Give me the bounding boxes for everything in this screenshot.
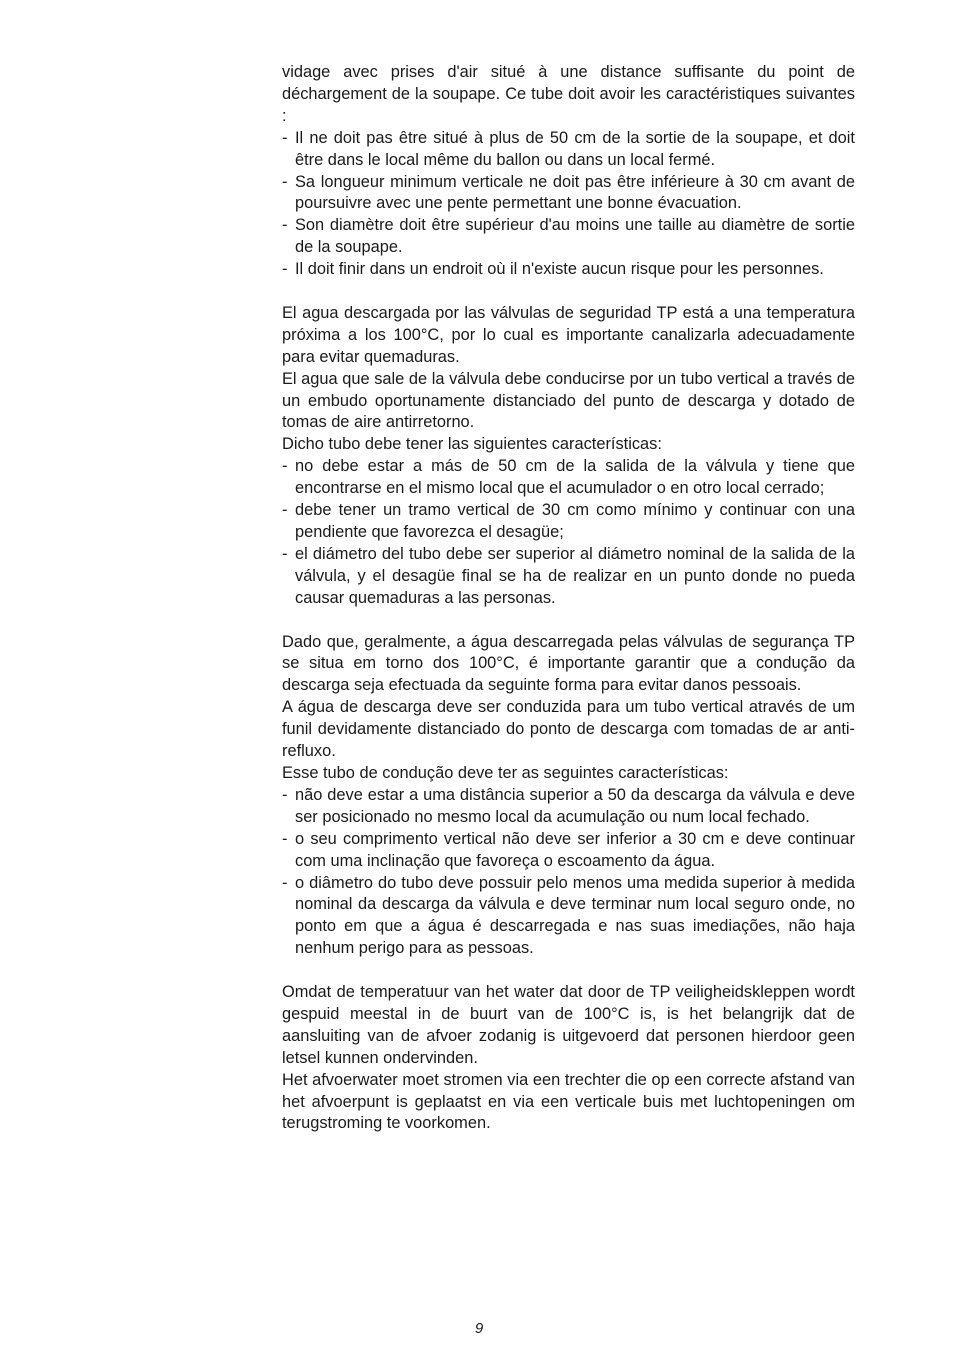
paragraph: Het afvoerwater moet stromen via een trechter die op een correcte afstand van het afvoerpunt is geplaatst en via een verticale buis met luchtopeningen om terugstroming te voorkomen.: [282, 1070, 855, 1133]
section-dutch: [282, 982, 855, 1135]
bullet-list: [282, 128, 855, 281]
paragraph: El agua que sale de la válvula debe conducirse por un tubo vertical a través de un embudo oportunamente distanciado del punto de descarga y dotado de tomas de aire antirretorno.: [282, 369, 855, 432]
list-item: - no debe estar a más de 50 cm de la salida de la válvula y tiene que encontrarse en el mismo local que el acumulador o en otro local cerrado;: [282, 457, 855, 498]
text-column: [282, 62, 855, 1135]
list-item: - o seu comprimento vertical não deve ser inferior a 30 cm e deve continuar com uma inclinação que favoreça o escoamento da água.: [282, 829, 855, 870]
section-spanish: [282, 303, 855, 610]
list-item: - debe tener un tramo vertical de 30 cm como mínimo y continuar con una pendiente que favorezca el desagüe;: [282, 501, 855, 542]
list-item: - Son diamètre doit être supérieur d'au moins une taille au diamètre de sortie de la soupape.: [282, 216, 855, 257]
paragraph: Dicho tubo debe tener las siguientes características:: [282, 435, 662, 454]
page-number: 9: [474, 1320, 484, 1337]
paragraph: Omdat de temperatuur van het water dat door de TP veiligheidskleppen wordt gespuid meestal in de buurt van de 100°C is, is het belangrijk dat de aansluiting van de afvoer zodanig is uitgevoerd dat personen hierdoor geen letsel kunnen ondervinden.: [282, 983, 855, 1067]
paragraph: A água de descarga deve ser conduzida para um tubo vertical através de um funil devidamente distanciado do ponto de descarga com tomadas de ar anti-refluxo.: [282, 698, 855, 761]
paragraph: vidage avec prises d'air situé à une distance suffisante du point de déchargement de la soupape. Ce tube doit avoir les caractéristiques suivantes :: [282, 63, 855, 125]
list-item: - Sa longueur minimum verticale ne doit pas être inférieure à 30 cm avant de poursuivre avec une pente permettant une bonne évacuation.: [282, 172, 855, 213]
section-french: [282, 62, 855, 281]
paragraph: Esse tubo de condução deve ter as seguintes características:: [282, 763, 729, 782]
list-item: - Il doit finir dans un endroit où il n'existe aucun risque pour les personnes.: [282, 260, 824, 279]
bullet-list: [282, 456, 855, 609]
list-item: - o diâmetro do tubo deve possuir pelo menos uma medida superior à medida nominal da descarga da válvula e deve terminar num local seguro onde, no ponto em que a água é descarregada e nas suas imediações, não haja nenhum perigo para as pessoas.: [282, 873, 855, 958]
list-item: - el diámetro del tubo debe ser superior al diámetro nominal de la salida de la válvula, y el desagüe final se ha de realizar en un punto donde no pueda causar quemaduras a las personas.: [282, 544, 855, 607]
list-item: - não deve estar a uma distância superior a 50 da descarga da válvula e deve ser posicionado no mesmo local da acumulação ou num local fechado.: [282, 785, 855, 826]
bullet-list: [282, 785, 855, 960]
section-portuguese: [282, 632, 855, 961]
paragraph: Dado que, geralmente, a água descarregada pelas válvulas de segurança TP se situa em torno dos 100°C, é importante garantir que a condução da descarga seja efectuada da seguinte forma para evitar danos pessoais.: [282, 632, 855, 695]
list-item: - Il ne doit pas être situé à plus de 50 cm de la sortie de la soupape, et doit être dans le local même du ballon ou dans un local fermé.: [282, 128, 855, 169]
paragraph: El agua descargada por las válvulas de seguridad TP está a una temperatura próxima a los 100°C, por lo cual es importante canalizarla adecuadamente para evitar quemaduras.: [282, 303, 855, 366]
